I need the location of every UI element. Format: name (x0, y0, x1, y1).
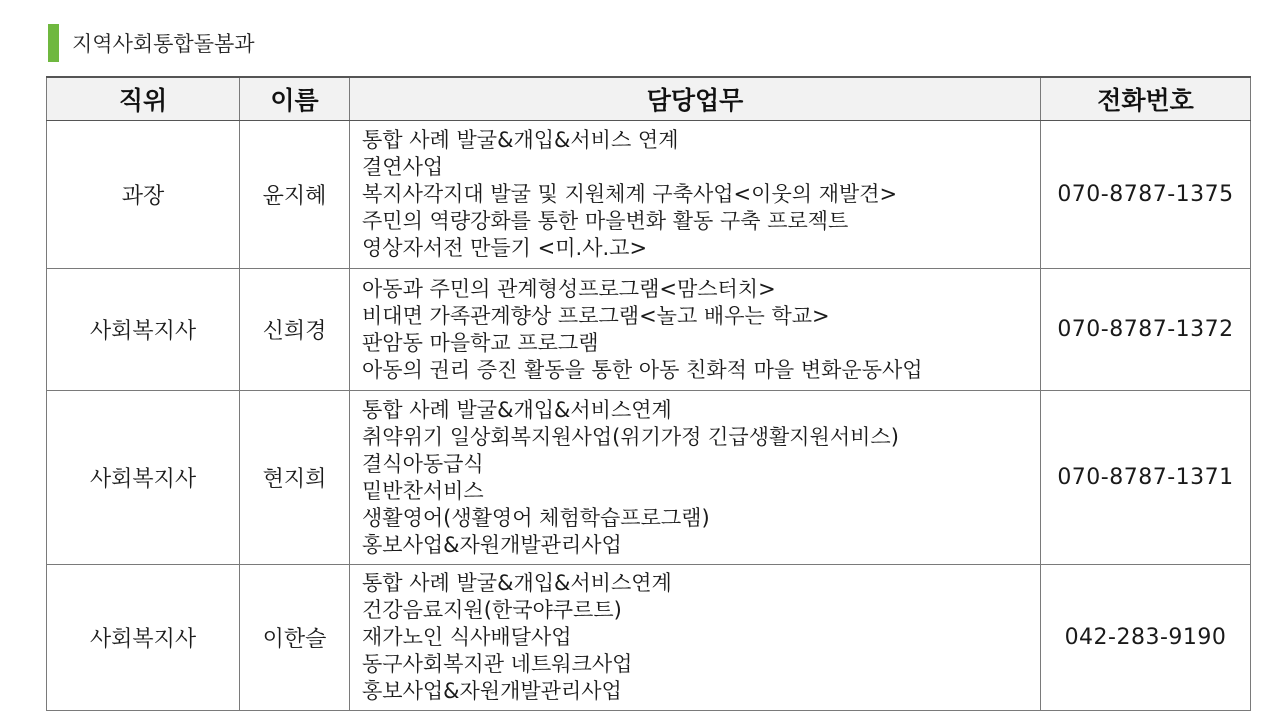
table-row (47, 391, 1251, 565)
header-position: 직위 (47, 77, 240, 121)
duty-item: 홍보사업&자원개발관리사업 (362, 532, 622, 557)
cell-duties (350, 565, 1041, 711)
table-row (47, 269, 1251, 391)
duty-item: 밑반찬서비스 (362, 478, 484, 503)
cell-phone: 042-283-9190 (1041, 565, 1251, 711)
cell-name: 현지희 (240, 391, 350, 565)
duty-item: 아동과 주민의 관계형성프로그램<맘스터치> (362, 276, 776, 301)
cell-phone: 070-8787-1375 (1041, 121, 1251, 269)
duty-item: 재가노인 식사배달사업 (362, 625, 572, 649)
table-row (47, 565, 1251, 711)
cell-position: 사회복지사 (47, 565, 240, 711)
header-name: 이름 (240, 77, 350, 121)
duty-item: 통합 사례 발굴&개입&서비스연계 (362, 397, 672, 422)
table-row (47, 121, 1251, 269)
cell-duties (350, 269, 1041, 391)
cell-phone: 070-8787-1372 (1041, 269, 1251, 391)
duty-item: 동구사회복지관 네트워크사업 (362, 652, 633, 676)
cell-phone: 070-8787-1371 (1041, 391, 1251, 565)
duty-item: 결식아동급식 (362, 451, 484, 476)
header-duties: 담당업무 (350, 77, 1041, 121)
staff-duty-table (46, 76, 1251, 711)
duty-item: 생활영어(생활영어 체험학습프로그램) (362, 505, 710, 530)
cell-position: 사회복지사 (47, 391, 240, 565)
section-header (48, 24, 255, 62)
duty-item: 비대면 가족관계향상 프로그램<놀고 배우는 학교> (362, 303, 830, 328)
duty-item: 아동의 권리 증진 활동을 통한 아동 친화적 마을 변화운동사업 (362, 357, 923, 382)
cell-name: 이한슬 (240, 565, 350, 711)
duty-item: 결연사업 (362, 155, 444, 179)
duty-item: 판암동 마을학교 프로그램 (362, 330, 599, 355)
cell-duties (350, 121, 1041, 269)
cell-duties (350, 391, 1041, 565)
duty-item: 통합 사례 발굴&개입&서비스연계 (362, 571, 672, 595)
cell-name: 윤지혜 (240, 121, 350, 269)
section-accent-bar (48, 24, 59, 62)
cell-name: 신희경 (240, 269, 350, 391)
duty-item: 취약위기 일상회복지원사업(위기가정 긴급생활지원서비스) (362, 424, 899, 449)
duty-item: 영상자서전 만들기 <미.사.고> (362, 236, 648, 260)
cell-position: 과장 (47, 121, 240, 269)
duty-item: 통합 사례 발굴&개입&서비스 연계 (362, 128, 679, 152)
section-title: 지역사회통합돌봄과 (72, 32, 255, 56)
duty-item: 건강음료지원(한국야쿠르트) (362, 598, 622, 622)
header-phone: 전화번호 (1041, 77, 1251, 121)
table-header-row (47, 77, 1251, 121)
duty-item: 주민의 역량강화를 통한 마을변화 활동 구축 프로젝트 (362, 209, 849, 233)
cell-position: 사회복지사 (47, 269, 240, 391)
duty-item: 홍보사업&자원개발관리사업 (362, 679, 622, 703)
duty-item: 복지사각지대 발굴 및 지원체계 구축사업<이웃의 재발견> (362, 182, 898, 206)
